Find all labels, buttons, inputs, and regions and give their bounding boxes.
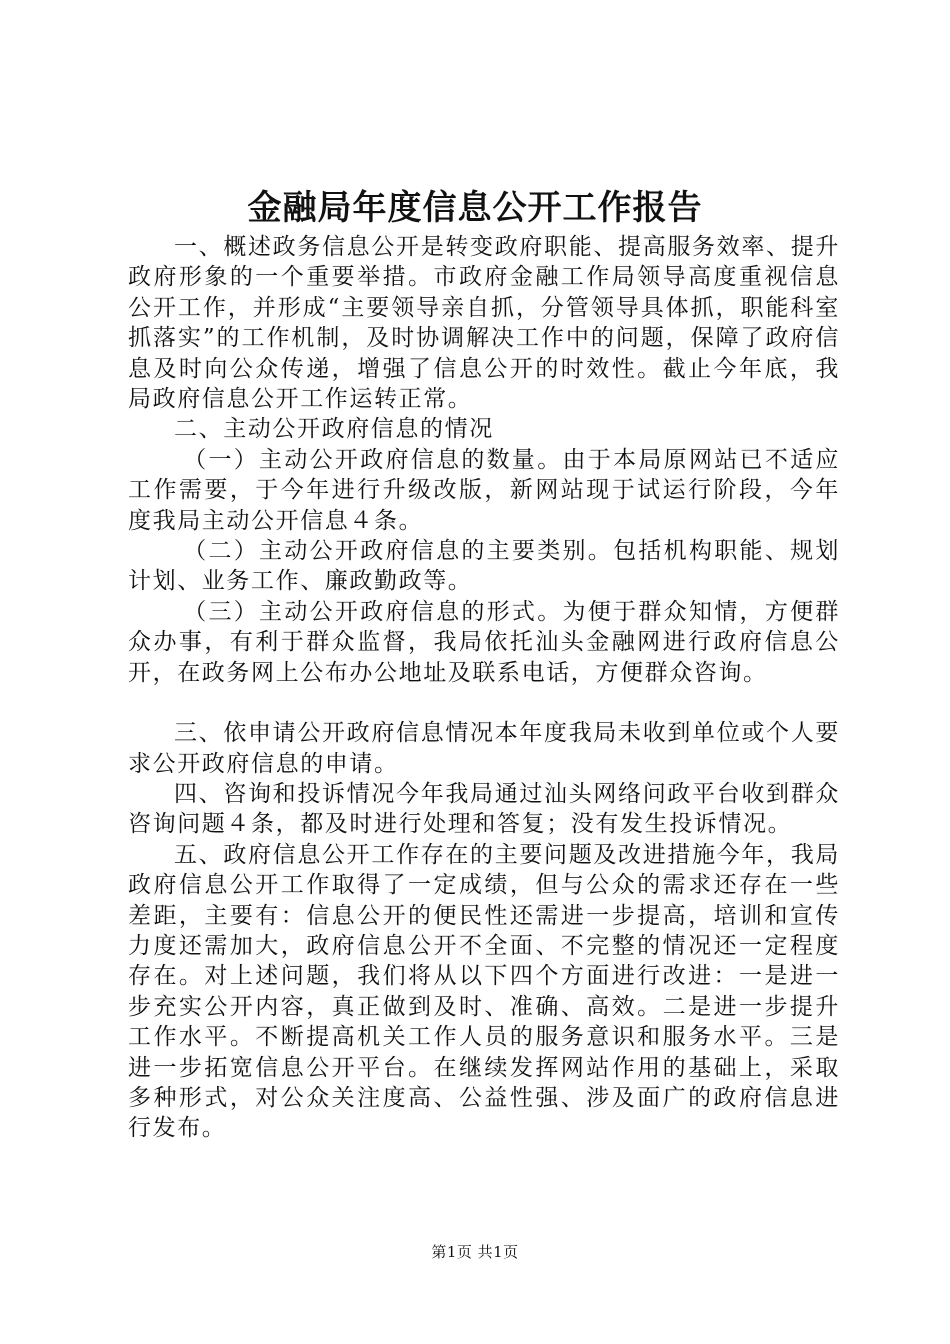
paragraph-consultation-complaints: 四、咨询和投诉情况今年我局通过汕头网络问政平台收到群众咨询问题４条，都及时进行处理和答复；没有发生投诉情况。 xyxy=(128,780,840,838)
paragraph-disclosure-forms: （三）主动公开政府信息的形式。为便于群众知情，方便群众办事，有利于群众监督，我局依托汕头金融网进行政府信息公开，在政务网上公布办公地址及联系电话，方便群众咨询。 xyxy=(128,598,840,686)
paragraph-application-disclosure: 三、依申请公开政府信息情况本年度我局未收到单位或个人要求公开政府信息的申请。 xyxy=(128,720,840,777)
paragraph-overview: 一、概述政务信息公开是转变政府职能、提高服务效率、提升政府形象的一个重要举措。市政府金融工作局领导高度重视信息公开工作，并形成“主要领导亲自抓，分管领导具体抓，职能科室抓落实”的工作机制，及时协调解决工作中的问题，保障了政府信息及时向公众传递，增强了信息公开的时效性。截止今年底，我局政府信息公开工作运转正常。 xyxy=(128,234,840,413)
paragraph-disclosure-quantity: （一）主动公开政府信息的数量。由于本局原网站已不适应工作需要，于今年进行升级改版，新网站现于试运行阶段，今年度我局主动公开信息４条。 xyxy=(128,446,840,534)
paragraph-active-disclosure-heading: 二、主动公开政府信息的情况 xyxy=(174,416,494,443)
paragraph-problems-improvements: 五、政府信息公开工作存在的主要问题及改进措施今年，我局政府信息公开工作取得了一定成绩，但与公众的需求还存在一些差距，主要有：信息公开的便民性还需进一步提高，培训和宣传力度还需加大，政府信息公开不全面、不完整的情况还一定程度存在。对上述问题，我们将从以下四个方面进行改进：一是进一步充实公开内容，真正做到及时、准确、高效。二是进一步提升工作水平。不断提高机关工作人员的服务意识和服务水平。三是进一步拓宽信息公开平台。在继续发挥网站作用的基础上，采取多种形式，对公众关注度高、公益性强、涉及面广的政府信息进行发布。 xyxy=(128,841,840,1142)
document-title: 金融局年度信息公开工作报告 xyxy=(247,188,703,228)
page-number-footer: 第1页 共1页 xyxy=(431,1243,519,1261)
document-body xyxy=(128,232,840,1144)
paragraph-disclosure-categories: （二）主动公开政府信息的主要类别。包括机构职能、规划计划、业务工作、廉政勤政等。 xyxy=(128,538,840,595)
